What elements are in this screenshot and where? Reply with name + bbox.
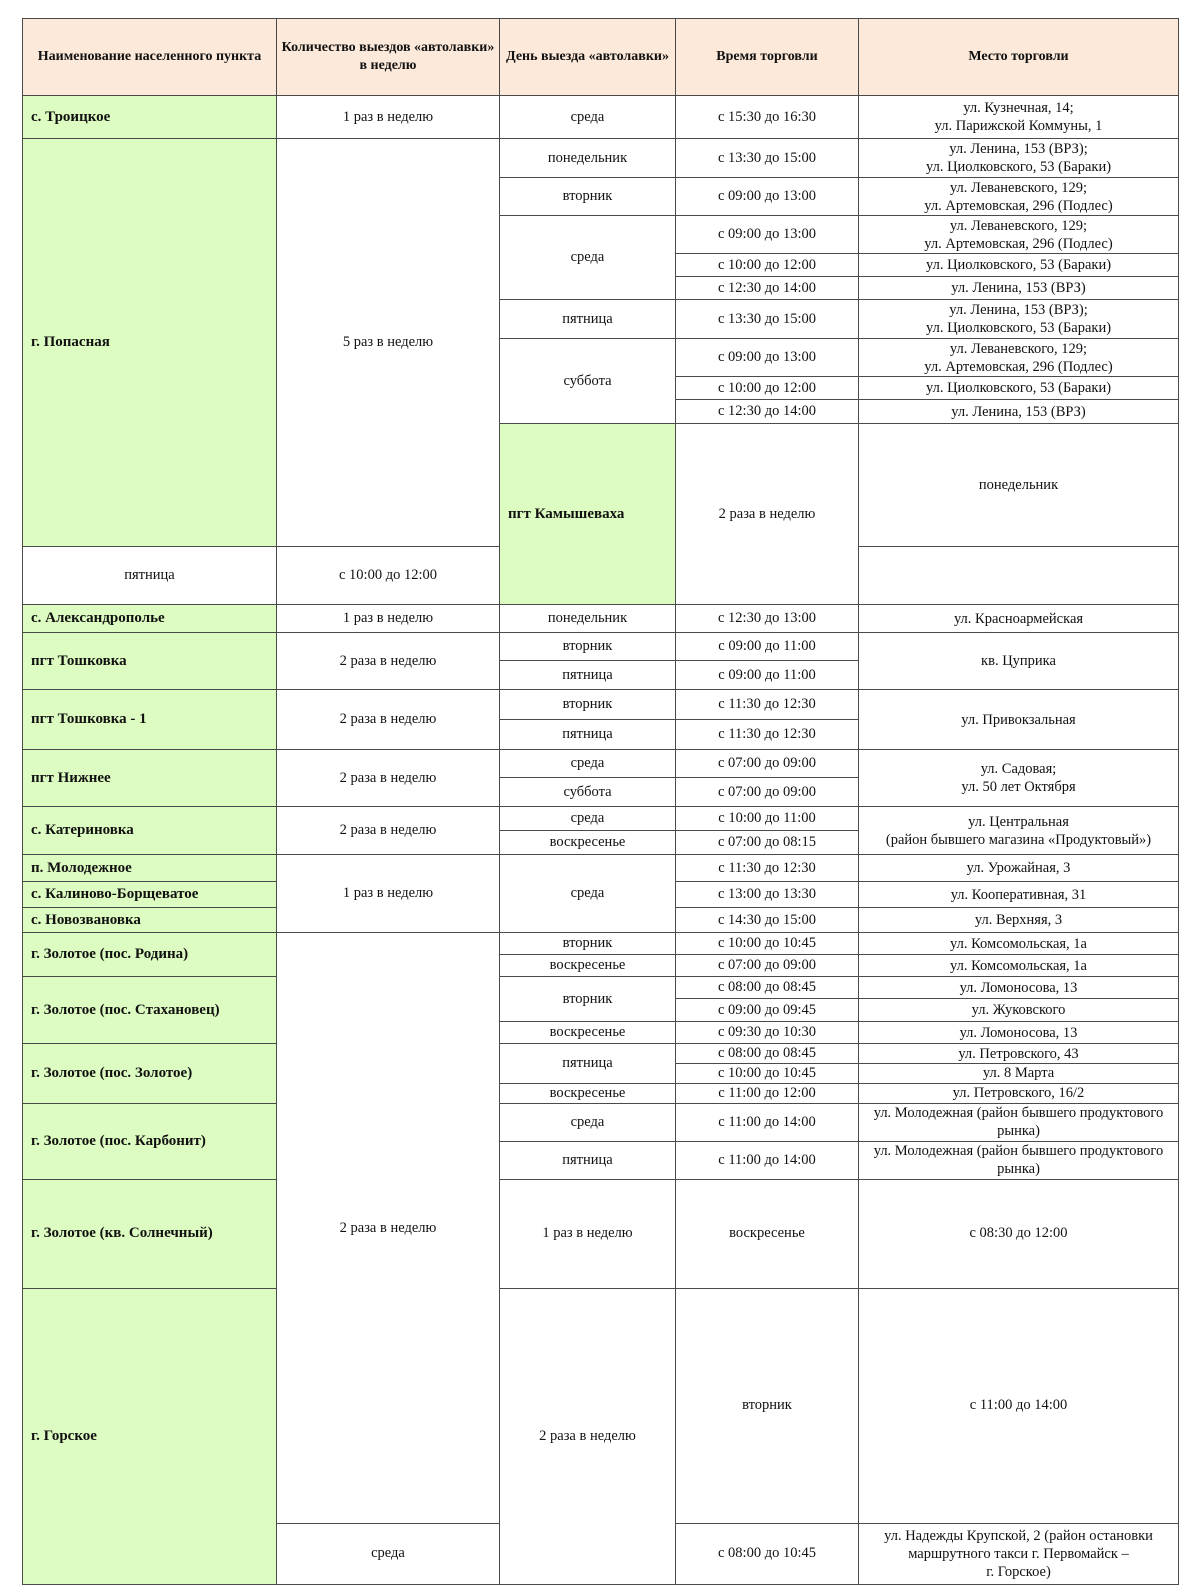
time-cell: с 10:00 до 10:45	[676, 933, 859, 955]
time-cell: с 11:00 до 14:00	[859, 1288, 1179, 1523]
place-cell: ул. Леваневского, 129; ул. Артемовская, 296 (Подлес)	[859, 216, 1179, 254]
time-cell: с 09:30 до 10:30	[676, 1022, 859, 1044]
day-cell: воскресенье	[676, 1179, 859, 1288]
day-cell: пятница	[500, 1141, 676, 1179]
schedule-table	[22, 18, 1179, 1585]
table-row	[23, 1179, 1179, 1288]
settlement-cell: с. Новозвановка	[23, 908, 277, 933]
place-cell: ул. Комсомольская, 1а	[859, 955, 1179, 977]
trips-cell: 2 раза в неделю	[277, 750, 500, 807]
table-row	[23, 1288, 1179, 1523]
day-cell: среда	[500, 1103, 676, 1141]
day-cell: вторник	[676, 1288, 859, 1523]
day-cell: среда	[500, 855, 676, 933]
trips-cell: 2 раза в неделю	[676, 424, 859, 605]
header-day: День выезда «автолавки»	[500, 19, 676, 96]
time-cell: с 11:00 до 14:00	[676, 1103, 859, 1141]
day-cell: вторник	[500, 933, 676, 955]
time-cell: с 10:00 до 10:45	[676, 1064, 859, 1084]
place-cell: ул. Комсомольская, 1а	[859, 933, 1179, 955]
day-cell: пятница	[500, 1044, 676, 1084]
day-cell: пятница	[23, 547, 277, 605]
settlement-cell: г. Золотое (пос. Стахановец)	[23, 977, 277, 1044]
time-cell: с 09:00 до 09:45	[676, 999, 859, 1022]
place-cell: ул. Петровского, 16/2	[859, 1083, 1179, 1103]
day-cell: вторник	[500, 977, 676, 1022]
table-row	[23, 1103, 1179, 1141]
time-cell: с 11:00 до 12:00	[676, 1083, 859, 1103]
place-cell: ул. Садовая; ул. 50 лет Октября	[859, 750, 1179, 807]
place-cell: ул. Циолковского, 53 (Бараки)	[859, 377, 1179, 400]
table-row	[23, 96, 1179, 139]
place-cell: кв. Цуприка	[859, 633, 1179, 690]
time-cell: с 11:30 до 12:30	[676, 690, 859, 720]
place-cell: ул. Кооперативная, 31	[859, 882, 1179, 908]
place-cell: ул. Центральная (район бывшего магазина «Продуктовый»)	[859, 807, 1179, 855]
place-cell: ул. Привокзальная	[859, 690, 1179, 750]
place-cell: ул. Молодежная (район бывшего продуктового рынка)	[859, 1103, 1179, 1141]
day-cell: понедельник	[859, 424, 1179, 547]
settlement-cell: г. Золотое (пос. Карбонит)	[23, 1103, 277, 1179]
time-cell: с 10:00 до 11:00	[676, 807, 859, 831]
time-cell: с 09:00 до 13:00	[676, 178, 859, 216]
day-cell: пятница	[500, 300, 676, 339]
place-cell: ул. Ленина, 153 (ВРЗ); ул. Циолковского, 53 (Бараки)	[859, 139, 1179, 178]
table-row	[23, 933, 1179, 955]
settlement-cell: г. Золотое (пос. Золотое)	[23, 1044, 277, 1104]
settlement-cell: пгт Камышеваха	[500, 424, 676, 605]
place-cell: ул. Верхняя, 3	[859, 908, 1179, 933]
time-cell: с 07:00 до 08:15	[676, 831, 859, 855]
place-cell: ул. Молодежная (район бывшего продуктового рынка)	[859, 1141, 1179, 1179]
settlement-cell: пгт Тошковка	[23, 633, 277, 690]
place-cell: ул. Красноармейская	[859, 605, 1179, 633]
time-cell: с 07:00 до 09:00	[676, 955, 859, 977]
day-cell: воскресенье	[500, 1022, 676, 1044]
day-cell: среда	[500, 807, 676, 831]
time-cell: с 13:00 до 13:30	[676, 882, 859, 908]
table-row	[23, 1044, 1179, 1064]
place-cell: ул. Урожайная, 3	[859, 855, 1179, 882]
table-body	[23, 96, 1179, 1585]
trips-cell: 2 раза в неделю	[277, 690, 500, 750]
time-cell: с 08:30 до 12:00	[859, 1179, 1179, 1288]
time-cell: с 11:00 до 14:00	[676, 1141, 859, 1179]
table-header	[23, 19, 1179, 96]
time-cell: с 12:30 до 14:00	[676, 400, 859, 424]
trips-cell: 2 раза в неделю	[277, 807, 500, 855]
place-cell: ул. Ленина, 153 (ВРЗ)	[859, 277, 1179, 300]
trips-cell: 1 раз в неделю	[277, 855, 500, 933]
trips-cell: 5 раз в неделю	[277, 139, 500, 547]
settlement-cell: с. Троицкое	[23, 96, 277, 139]
time-cell: с 09:00 до 13:00	[676, 339, 859, 377]
day-cell: воскресенье	[500, 955, 676, 977]
settlement-cell: г. Золотое (кв. Солнечный)	[23, 1179, 277, 1288]
time-cell: с 09:00 до 11:00	[676, 661, 859, 690]
table-row	[23, 605, 1179, 633]
day-cell: воскресенье	[500, 1083, 676, 1103]
settlement-cell: г. Горское	[23, 1288, 277, 1584]
settlement-cell: с. Катериновка	[23, 807, 277, 855]
day-cell: среда	[277, 1523, 500, 1584]
header-time: Время торговли	[676, 19, 859, 96]
time-cell: с 11:30 до 12:30	[676, 855, 859, 882]
table-row	[23, 977, 1179, 999]
time-cell: с 10:00 до 12:00	[676, 254, 859, 277]
time-cell: с 15:30 до 16:30	[676, 96, 859, 139]
place-cell: ул. Леваневского, 129; ул. Артемовская, 296 (Подлес)	[859, 339, 1179, 377]
time-cell: с 14:30 до 15:00	[676, 908, 859, 933]
day-cell: вторник	[500, 178, 676, 216]
trips-cell: 2 раза в неделю	[277, 633, 500, 690]
place-cell: ул. Кузнечная, 14; ул. Парижской Коммуны, 1	[859, 96, 1179, 139]
day-cell: среда	[500, 96, 676, 139]
time-cell: с 10:00 до 12:00	[676, 377, 859, 400]
time-cell: с 11:30 до 12:30	[676, 720, 859, 750]
header-row	[23, 19, 1179, 96]
table-row	[23, 690, 1179, 720]
time-cell: с 09:00 до 13:00	[676, 216, 859, 254]
place-cell: ул. Петровского, 43	[859, 1044, 1179, 1064]
table-row	[23, 807, 1179, 831]
settlement-cell: п. Молодежное	[23, 855, 277, 882]
place-cell: ул. Ленина, 153 (ВРЗ); ул. Циолковского, 53 (Бараки)	[859, 300, 1179, 339]
settlement-cell: пгт Нижнее	[23, 750, 277, 807]
settlement-cell: с. Александрополье	[23, 605, 277, 633]
table-row	[23, 139, 1179, 178]
day-cell: воскресенье	[500, 831, 676, 855]
trips-cell: 1 раз в неделю	[500, 1179, 676, 1288]
place-cell: ул. Ленина, 153 (ВРЗ)	[859, 400, 1179, 424]
header-settlement: Наименование населенного пункта	[23, 19, 277, 96]
day-cell: пятница	[500, 720, 676, 750]
place-cell: ул. Жуковского	[859, 999, 1179, 1022]
day-cell: вторник	[500, 690, 676, 720]
place-cell: ул. Надежды Крупской, 2 (район остановки маршрутного такси г. Первомайск – г. Горское)	[859, 1523, 1179, 1584]
time-cell: с 13:30 до 15:00	[676, 300, 859, 339]
place-cell: ул. Ломоносова, 13	[859, 977, 1179, 999]
day-cell: понедельник	[500, 139, 676, 178]
time-cell: с 10:00 до 12:00	[277, 547, 500, 605]
time-cell: с 12:30 до 13:00	[676, 605, 859, 633]
time-cell: с 08:00 до 10:45	[676, 1523, 859, 1584]
table-row	[23, 750, 1179, 778]
time-cell: с 07:00 до 09:00	[676, 750, 859, 778]
settlement-cell: с. Калиново-Борщеватое	[23, 882, 277, 908]
settlement-cell: г. Попасная	[23, 139, 277, 547]
time-cell: с 09:00 до 11:00	[676, 633, 859, 661]
settlement-cell: пгт Тошковка - 1	[23, 690, 277, 750]
day-cell: понедельник	[500, 605, 676, 633]
header-trips-per-week: Количество выездов «автолавки» в неделю	[277, 19, 500, 96]
trips-cell: 1 раз в неделю	[277, 605, 500, 633]
trips-cell: 2 раза в неделю	[277, 933, 500, 1524]
settlement-cell: г. Золотое (пос. Родина)	[23, 933, 277, 977]
time-cell: с 13:30 до 15:00	[676, 139, 859, 178]
time-cell: с 12:30 до 14:00	[676, 277, 859, 300]
place-cell: ул. Леваневского, 129; ул. Артемовская, 296 (Подлес)	[859, 178, 1179, 216]
table-row	[23, 855, 1179, 882]
trips-cell: 2 раза в неделю	[500, 1288, 676, 1584]
place-cell: ул. 8 Марта	[859, 1064, 1179, 1084]
trips-cell: 1 раз в неделю	[277, 96, 500, 139]
header-place: Место торговли	[859, 19, 1179, 96]
day-cell: среда	[500, 750, 676, 778]
time-cell: с 07:00 до 09:00	[676, 778, 859, 807]
place-cell: ул. Ломоносова, 13	[859, 1022, 1179, 1044]
day-cell: вторник	[500, 633, 676, 661]
place-cell: ул. Циолковского, 53 (Бараки)	[859, 254, 1179, 277]
table-row	[23, 633, 1179, 661]
day-cell: пятница	[500, 661, 676, 690]
day-cell: среда	[500, 216, 676, 300]
time-cell: с 08:00 до 08:45	[676, 1044, 859, 1064]
day-cell: суббота	[500, 778, 676, 807]
day-cell: суббота	[500, 339, 676, 424]
time-cell: с 08:00 до 08:45	[676, 977, 859, 999]
